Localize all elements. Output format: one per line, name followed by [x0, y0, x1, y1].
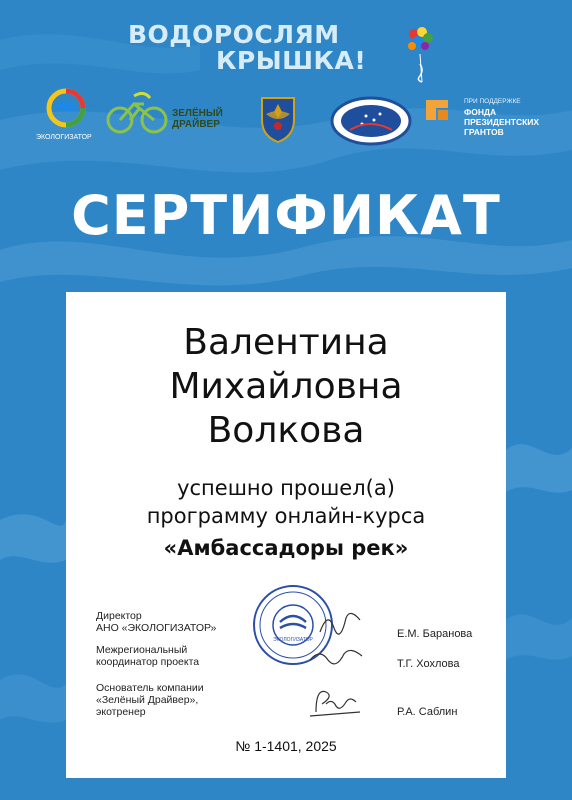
signatory-role-coordinator-line1: Межрегиональный [96, 644, 188, 656]
recipient-patronymic: Михайловна [169, 366, 403, 407]
green-driver-label-line2: ДРАЙВЕР [172, 119, 220, 130]
coat-of-arms-emblem [256, 92, 300, 144]
certificate-number: № 1-1401, 2025 [235, 738, 337, 754]
green-driver-label [172, 108, 223, 130]
grants-fund-label-line1: ФОНДА [464, 107, 497, 117]
ecologizator-logo [36, 86, 92, 146]
recipient-last-name: Волкова [207, 410, 365, 451]
signatory-role-coordinator [96, 644, 199, 668]
signatory-role-director-line1: Директор [96, 610, 142, 622]
signatory-role-founder [96, 682, 204, 718]
signature-baranova [316, 602, 366, 642]
signatory-name-baranova: Е.М. Баранова [397, 628, 473, 640]
ecologizator-icon [40, 86, 92, 134]
green-driver-logo [104, 90, 240, 140]
completion-text-line1: успешно прошел(а) [177, 476, 395, 500]
campaign-title-line2: КРЫШКА! [216, 46, 367, 75]
completion-text-line2: программу онлайн-курса [146, 504, 426, 528]
grants-fund-label-line2: ПРЕЗИДЕНТСКИХ [464, 117, 540, 127]
signatory-role-director [96, 610, 216, 634]
signature-khokhlova [306, 642, 366, 670]
signatory-name-sablin: Р.А. Саблин [397, 706, 458, 718]
signatory-role-director-line2: АНО «ЭКОЛОГИЗАТОР» [96, 622, 217, 634]
campaign-title-line1: ВОДОРОСЛЯМ [128, 20, 340, 49]
presidential-grants-logo [424, 98, 544, 148]
institute-seal-emblem [330, 96, 412, 146]
stamp-center-text: ЭКОЛОГИЗАТОР [273, 637, 313, 643]
campaign-title [128, 22, 366, 74]
signatory-role-coordinator-line2: координатор проекта [96, 656, 200, 668]
balloons-icon [400, 24, 440, 84]
certificate-title: СЕРТИФИКАТ [71, 184, 501, 247]
green-driver-label-line1: ЗЕЛЁНЫЙ [172, 108, 223, 119]
grants-icon [424, 98, 450, 122]
ecologizator-label: ЭКОЛОГИЗАТОР [36, 134, 92, 141]
recipient-first-name: Валентина [183, 322, 389, 363]
grants-support-label: ПРИ ПОДДЕРЖКЕ [464, 98, 521, 105]
certificate-panel [66, 292, 506, 778]
green-driver-icon [104, 90, 174, 140]
signatory-role-founder-line1: Основатель компании [96, 682, 204, 694]
grants-fund-label-line3: ГРАНТОВ [464, 127, 504, 137]
signatory-name-khokhlova: Т.Г. Хохлова [397, 658, 460, 670]
signatory-role-founder-line3: экотренер [96, 706, 146, 718]
course-name: «Амбассадоры рек» [163, 536, 409, 560]
grants-fund-label [464, 107, 539, 137]
signature-sablin [306, 682, 366, 718]
signatory-role-founder-line2: «Зелёный Драйвер», [96, 694, 199, 706]
